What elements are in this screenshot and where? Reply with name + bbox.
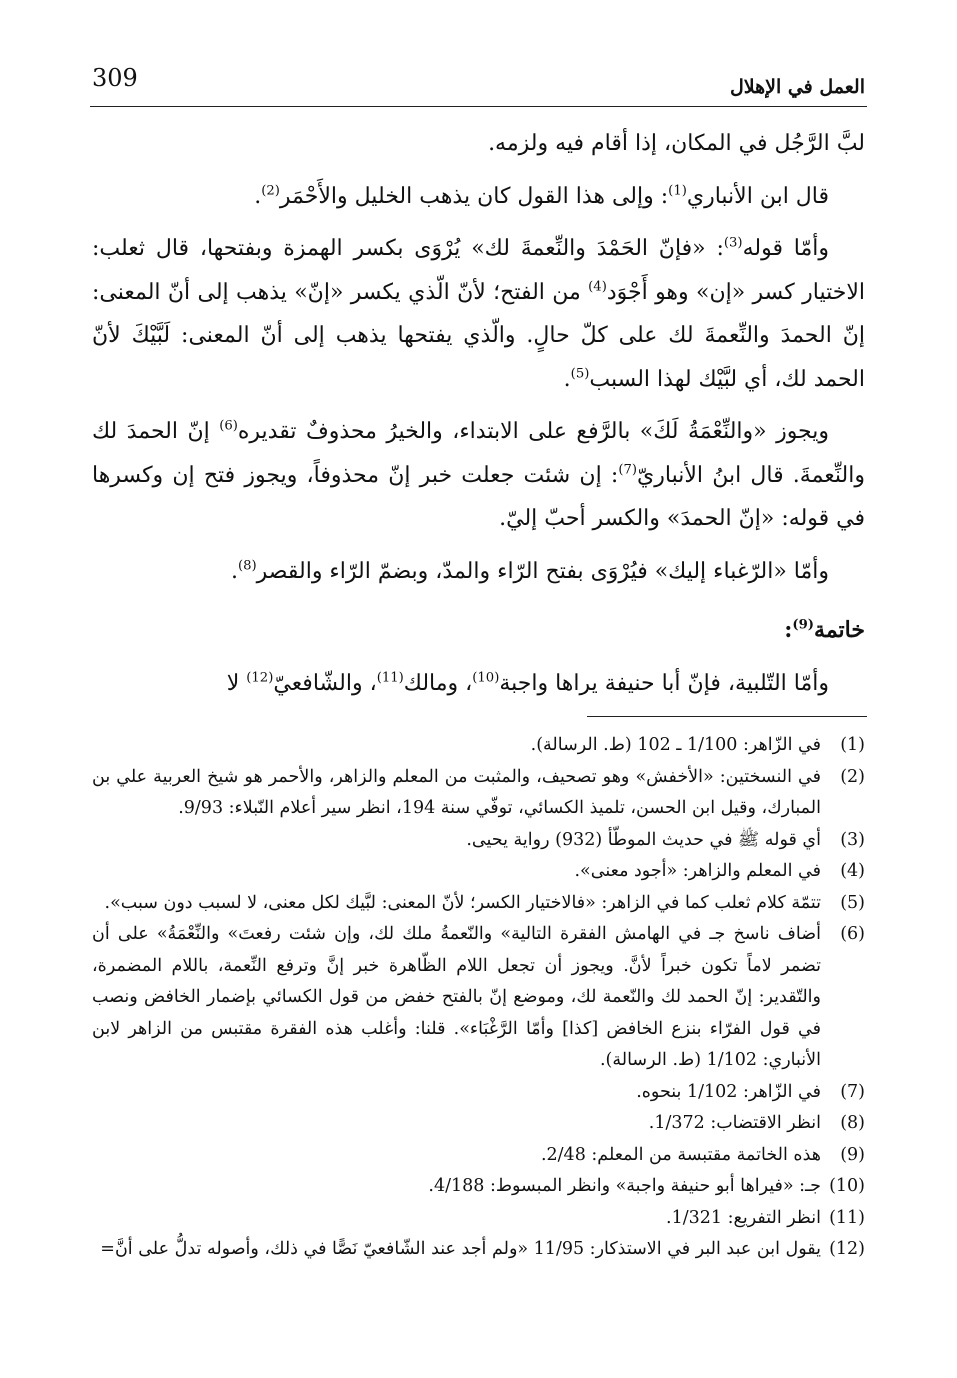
- footnote-divider: [587, 716, 867, 717]
- footnote-ref: (5): [570, 366, 590, 382]
- footnote: [92, 730, 865, 762]
- footnote-number: (12): [829, 1239, 865, 1259]
- footnote-ref: (3): [723, 235, 743, 251]
- footnote-ref: (7): [618, 462, 638, 478]
- footnote: [92, 1140, 865, 1172]
- footnote-text: في الزّاهر: 1/102 بنحوه.: [636, 1081, 821, 1102]
- footnote-number: (8): [840, 1113, 865, 1133]
- footnote-number: (11): [829, 1207, 865, 1228]
- header-divider: [90, 106, 867, 107]
- footnote-text: يقول ابن عبد البر في الاستذكار: 11/95 «ولم أجد عند الشّافعيّ نَصًّا في ذلك، وأصوله تدلُّ على أنَّ=: [100, 1239, 821, 1259]
- footnote-text: تتمّة كلام ثعلب كما في الزاهر: «فالاختيار الكسر؛ لأنّ المعنى: لبَّيك لكل معنى، لا لسبب دون سبب».: [104, 892, 821, 913]
- footnote: [92, 825, 865, 857]
- footnote-ref: (9): [792, 617, 815, 633]
- footnote: [92, 1203, 865, 1235]
- footnote-number: (3): [840, 829, 865, 850]
- footnote-text: انظر التفريع: 1/321.: [666, 1207, 821, 1228]
- footnote-number: (9): [840, 1144, 865, 1165]
- paragraph: وأمّا «الرّغباء إليك» فيُرْوَى بفتح الرّاء والمدّ، وبضمّ الرّاء والقصر$^{(8)}$.: [230, 558, 829, 584]
- footnote: [92, 888, 865, 920]
- footnote-number: (6): [840, 924, 865, 944]
- footnote-ref: (4): [588, 279, 607, 295]
- main-text: [92, 122, 865, 714]
- footnote: [92, 762, 865, 825]
- footnote-number: (4): [840, 861, 865, 881]
- footnote-ref: (2): [261, 183, 280, 199]
- footnote: [92, 1234, 865, 1266]
- page-number: 309: [92, 64, 138, 92]
- footnotes: [92, 730, 865, 1266]
- paragraph: لبَّ الرَّجُل في المكان، إذا أقام فيه ولزمه.: [488, 131, 865, 156]
- footnote-ref: (6): [219, 418, 238, 434]
- footnote-ref: (1): [668, 183, 687, 199]
- footnote: [92, 919, 865, 1077]
- paragraph: قال ابن الأنباري$^{(1)}$: وإلى هذا القول كان يذهب الخليل والأَحْمَر$^{(2)}$.: [254, 183, 829, 209]
- footnote-text: في الزّاهر: 1/100 ـ 102 (ط. الرسالة).: [530, 735, 821, 755]
- footnote-number: (7): [840, 1081, 865, 1102]
- footnote-number: (1): [840, 735, 865, 755]
- footnote-text: في النسختين: «الأخفش» وهو تصحيف، والمثبت من المعلم والزاهر، والأحمر هو شيخ العربية علي بن المبارك، وقيل ابن الحسن، تلميذ الكسائي، توفّي سنة 194، انظر سير أعلام النّبلاء: 9/93.: [92, 766, 821, 818]
- footnote: [92, 1077, 865, 1109]
- footnote-ref: (8): [237, 558, 257, 574]
- footnote: [92, 1108, 865, 1140]
- footnote-number: (2): [840, 766, 865, 787]
- footnote-text: هذه الخاتمة مقتبسة من المعلم: 2/48.: [540, 1144, 821, 1165]
- footnote-number: (10): [829, 1176, 865, 1196]
- running-header-title: العمل في الإهلال: [729, 76, 865, 98]
- footnote-text: انظر الاقتضاب: 1/372.: [648, 1113, 821, 1133]
- footnote: [92, 1171, 865, 1203]
- footnote: [92, 856, 865, 888]
- footnote-text: أي قوله ﷺ في حديث الموطّأ (932) رواية يحيى.: [466, 829, 821, 850]
- section-heading: خاتمة$^{(9)}$:: [784, 617, 865, 643]
- footnote-number: (5): [840, 892, 865, 913]
- footnote-text: في المعلم والزاهر: «أجود معنى».: [574, 861, 821, 881]
- paragraph: ويجوز «والنِّعْمَةُ لَكَ» بالرَّفع على الابتداء، والخيرُ محذوفٌ تقديره$^{(6)}$ إنّ الحمدَ لك والنِّعمةَ. قال ابنُ الأنباريّ$^{(7)}$: إن شئت جعلت خبر إنّ محذوفاً، ويجوز فتح إن وكسرها في قوله: «إنّ الحمدَ» والكسر أحبّ إليّ.: [92, 418, 865, 531]
- footnote-ref: (12): [246, 670, 274, 686]
- footnote-text: أضاف ناسخ جـ في الهامش الفقرة التالية» والنّعمةُ ملك لك، وإن شئت رفعتَ» والنِّعْمَةُ» على أن تضمر لاماً تكون خبراً لأنَّ. ويجوز أن تجعل اللام الظّاهرة خبر إنَّ وترفع النِّعمة، باللام المضمرة، والتّقدير: إنّ الحمد لك والنّعمة لك، وموضع إنّ بالفتح خفض من قول الكسائي بإضمار الخافض ونصب في قول الفرّاء بنزع الخافض [كذا] وأمّا الرَّغْبَاء». قلنا: وأغلب هذه الفقرة مقتبس من الزاهر لابن الأنباري: 1/102 (ط. الرسالة).: [92, 924, 821, 1070]
- paragraph: وأمّا التّلبية، فإنّ أبا حنيفة يراها واجبة$^{(10)}$، ومالك$^{(11)}$، والشّافعيّ$^{(12)}$ لا: [226, 670, 829, 696]
- footnote-ref: (11): [376, 670, 404, 686]
- footnote-ref: (10): [472, 670, 500, 686]
- paragraph: وأمّا قوله$^{(3)}$: «فإنّ الحَمْدَ والنِّعمةَ لك» يُرْوَى بكسر الهمزة وبفتحها، قال ثعلب: الاختيار كسر «إن» وهو أَجْوَد$^{(4)}$ من الفتح؛ لأنّ الّذي يكسر «إنّ» يذهب إلى أنّ المعنى: إنّ الحمدَ والنِّعمةَ لك على كلّ حالٍ. والّذي يفتحها يذهب إلى أنّ المعنى: لَبَّيْكَ لأنّ الحمد لك، أي لبَّيْك لهذا السبب$^{(5)}$.: [92, 235, 866, 392]
- footnote-text: جـ: «فيراها أبو حنيفة واجبة» وانظر المبسوط: 4/188.: [428, 1176, 821, 1196]
